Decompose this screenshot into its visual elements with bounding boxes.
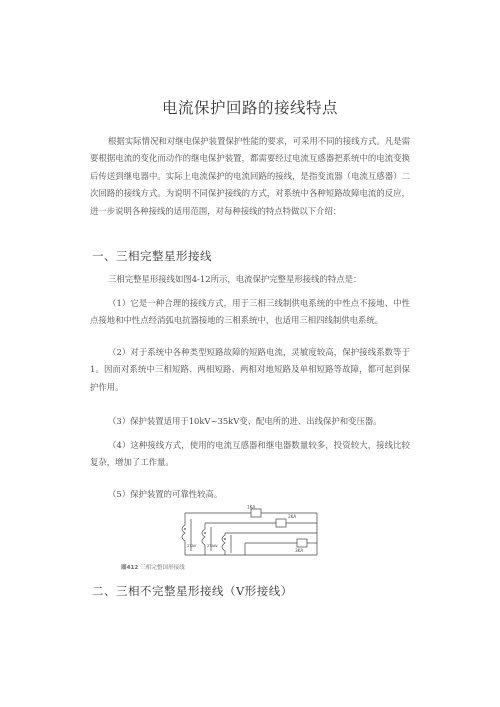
list-item-5: （5）保护装置的可靠性较高。 xyxy=(108,489,223,499)
relay-2ka-box xyxy=(276,519,286,527)
section1-lead: 三相完整星形接线如图4-12所示，电流保护完整星形接线的特点是： xyxy=(108,274,362,284)
list-item-3: （3）保护装置适用于10kV~35kV变、配电所的进、出线保护和变压器。 xyxy=(108,416,382,426)
relay-3ka-box xyxy=(297,539,307,547)
figure-number: 图412 xyxy=(121,565,139,571)
label-3ka: 3KA xyxy=(295,548,304,553)
figure-caption xyxy=(121,563,185,571)
list-item-2: （2）对于系统中各种类型短路故障的短路电流，灵敏度较高，保护接线系数等于1。因而对系统中三相短路、两相短路、两相对地短路及单相短路等故障，都可起到保护作用。 xyxy=(90,347,410,392)
relay-1ka-box xyxy=(251,509,261,517)
circuit-diagram xyxy=(175,505,325,560)
list-item-4: （4）这种接线方式，使用的电流互感器和继电器数量较多，投资较大，接线比较复杂，增加了工作量。 xyxy=(90,440,410,468)
section2-heading: 二、三相不完整星形接线（V形接线） xyxy=(92,584,293,598)
page-title: 电流保护回路的接线特点 xyxy=(161,99,338,117)
label-2taw: 2TAW xyxy=(207,543,218,548)
list-item-1: （1）它是一种合理的接线方式，用于三相三线制供电系统的中性点不接地、中性点接地和中性点经消弧电抗器接地的三相系统中，也适用三相四线制供电系统。 xyxy=(90,298,410,326)
figure-caption-text: 三相完整国形接线 xyxy=(140,565,185,571)
section1-heading: 一、三相完整星形接线 xyxy=(92,249,212,263)
label-2ka: 2KA xyxy=(288,514,297,519)
label-1ka: 1KA xyxy=(247,505,256,510)
intro-paragraph: 根据实际情况和对继电保护装置保护性能的要求，可采用不同的接线方式。凡是需要根据电流的变化而动作的继电保护装置，都需要经过电流互感器把系统中的电流变换后传送到继电器中。实际上电流保护的电流回路的接线，是指变流器（电流互感器）二次回路的接线方式。为说明不同保护接线的方式，对系统中各种短路故障电流的反应，进一步说明各种接线的适用范围，对每种接线的特点特做以下介绍： xyxy=(90,136,410,216)
label-2tav: 2TAV xyxy=(187,543,197,548)
